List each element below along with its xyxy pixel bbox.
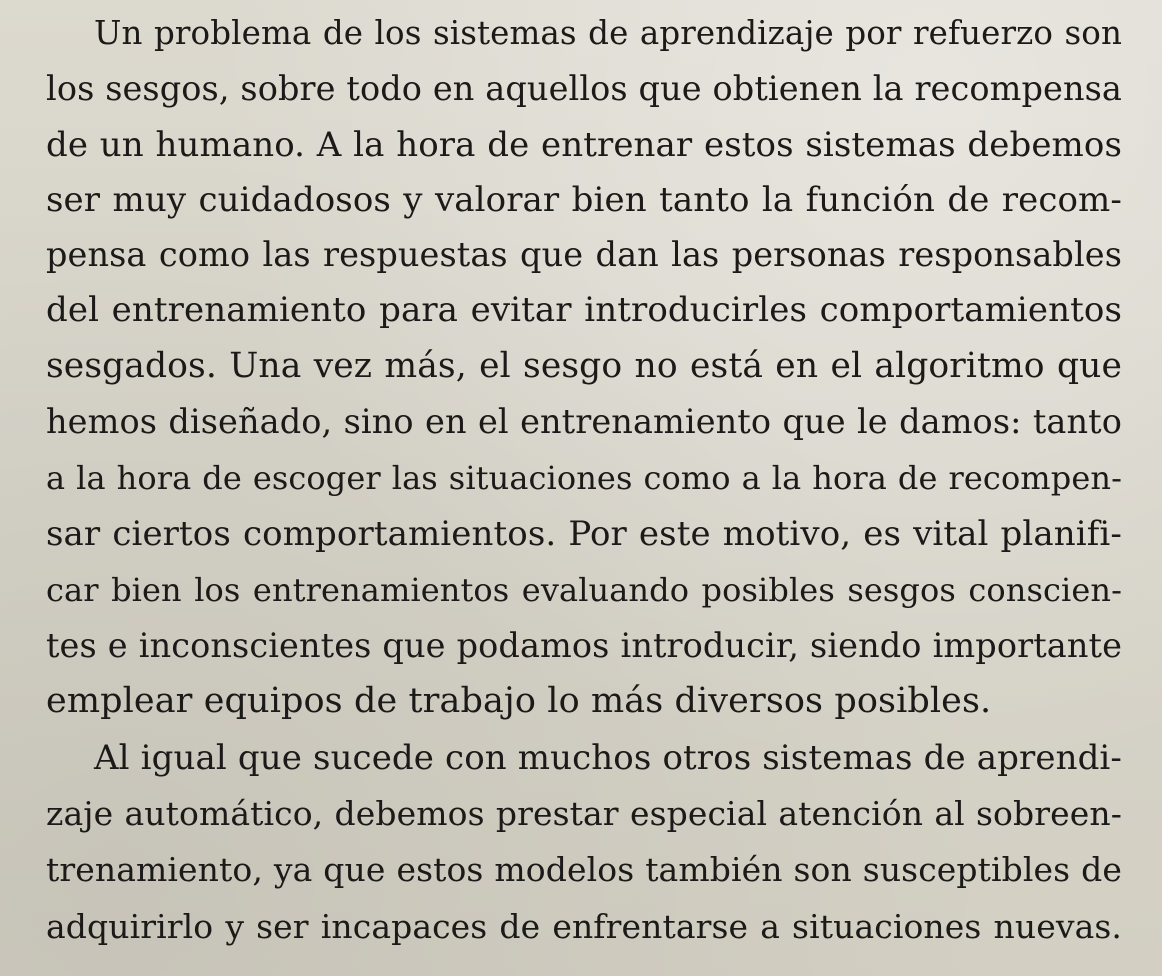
paragraph-2-line-1: Al igual que sucede con muchos otros sistemas de aprendi- <box>94 738 1122 778</box>
paragraph-1-line-8: hemos diseñado, sino en el entrenamiento que le damos: tanto <box>46 402 1122 441</box>
paragraph-1-line-10: sar ciertos comportamientos. Por este motivo, es vital planifi- <box>46 514 1122 554</box>
paragraph-1-line-12: tes e inconscientes que podamos introducir, siendo importante <box>46 626 1122 665</box>
paragraph-1-line-4: ser muy cuidadosos y valorar bien tanto la función de recom- <box>46 180 1122 220</box>
paragraph-1-line-13: emplear equipos de trabajo lo más diversos posibles. <box>46 681 992 721</box>
paragraph-1-line-9: a la hora de escoger las situaciones como a la hora de recompen- <box>46 459 1122 497</box>
paragraph-1-line-3: de un humano. A la hora de entrenar estos sistemas debemos <box>46 125 1122 165</box>
paragraph-2-line-2: zaje automático, debemos prestar especial atención al sobreen- <box>46 794 1122 833</box>
paragraph-1-line-5: pensa como las respuestas que dan las personas responsables <box>46 235 1122 274</box>
paragraph-1-line-2: los sesgos, sobre todo en aquellos que obtienen la recompensa <box>46 69 1122 108</box>
paragraph-1-line-1: Un problema de los sistemas de aprendizaje por refuerzo son <box>94 14 1122 52</box>
paragraph-2-line-3: trenamiento, ya que estos modelos también son susceptibles de <box>46 850 1122 889</box>
paragraph-2-line-4: adquirirlo y ser incapaces de enfrentarse a situaciones nuevas. <box>46 907 1122 946</box>
paragraph-1-line-11: car bien los entrenamientos evaluando posibles sesgos conscien- <box>46 571 1122 609</box>
paragraph-1-line-7: sesgados. Una vez más, el sesgo no está en el algoritmo que <box>46 346 1122 386</box>
paragraph-1-line-6: del entrenamiento para evitar introducirles comportamientos <box>46 290 1122 330</box>
